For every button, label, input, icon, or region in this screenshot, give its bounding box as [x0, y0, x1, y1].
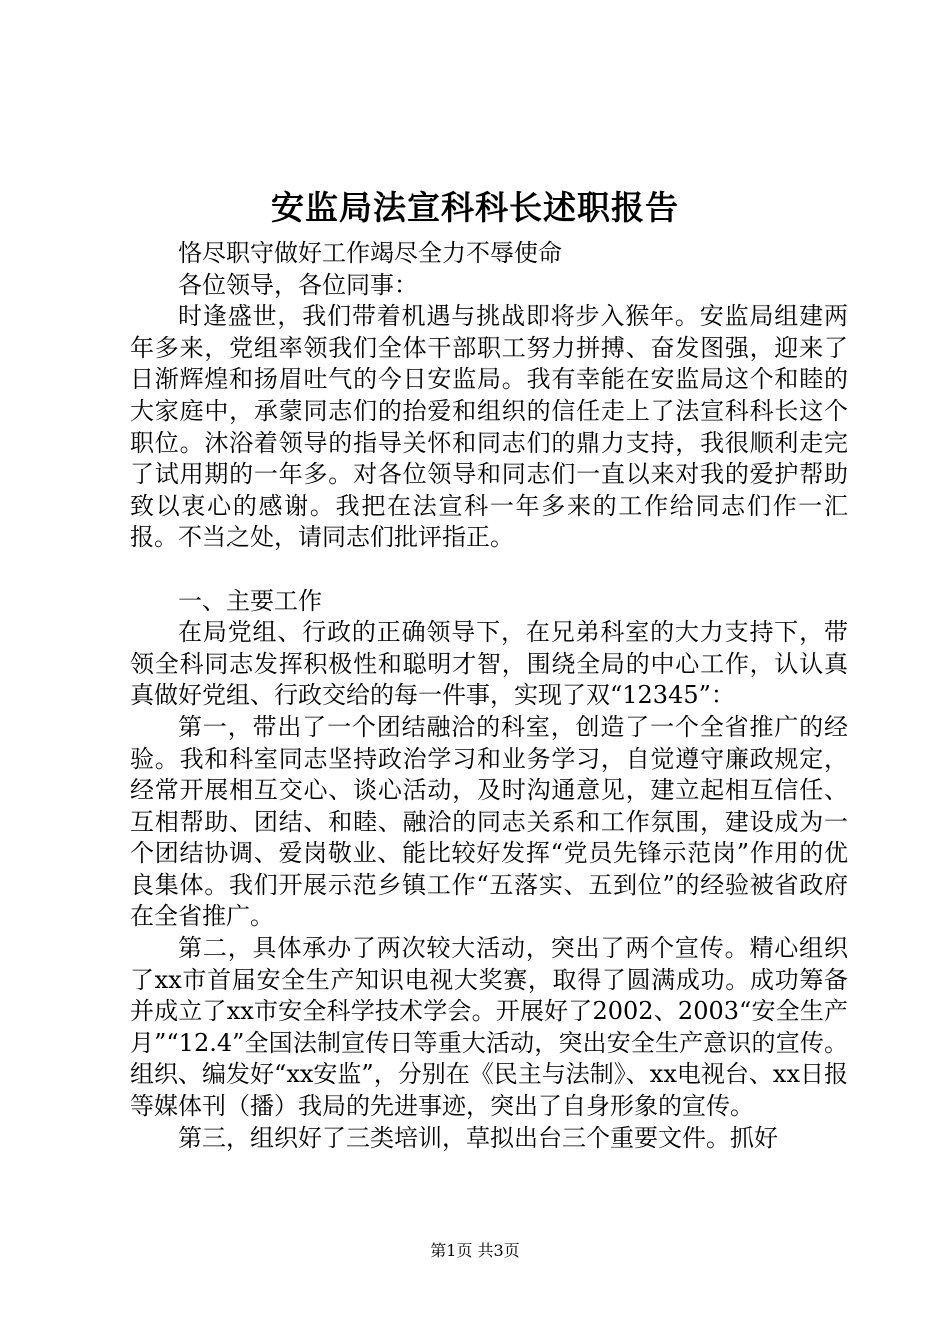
salutation-paragraph: 各位领导，各位同事： [178, 270, 418, 299]
body-paragraph: 第三，组织好了三类培训，草拟出台三个重要文件。抓好 [178, 1123, 778, 1152]
body-paragraph: 第一，带出了一个团结融洽的科室，创造了一个全省推广的经验。我和科室同志坚持政治学习和业务学习，自觉遵守廉政规定，经常开展相互交心、谈心活动，及时沟通意见，建立起相互信任、互相帮助、团结、和睦、融洽的同志关系和工作氛围，建设成为一个团结协调、爱岗敬业、能比较好发挥“党员先锋示范岗”作用的优良集体。我们开展示范乡镇工作“五落实、五到位”的经验被省政府在全省推广。 [130, 712, 848, 931]
page-number-footer: 第1页 共3页 [430, 1241, 520, 1260]
document-title: 安监局法宣科科长述职报告 [271, 188, 679, 227]
subtitle-paragraph: 恪尽职守做好工作竭尽全力不辱使命 [178, 239, 562, 267]
body-paragraph: 第二，具体承办了两次较大活动，突出了两个宣传。精心组织了xx市首届安全生产知识电视大奖赛，取得了圆满成功。成功筹备并成立了xx市安全科学技术学会。开展好了2002、2003“安全生产月”“12.4”全国法制宣传日等重大活动，突出安全生产意识的宣传。组织、编发好“xx安监”，分别在《民主与法制》、xx电视台、xx日报等媒体刊（播）我局的先进事迹，突出了自身形象的宣传。 [130, 934, 848, 1121]
section-heading: 一、主要工作 [178, 586, 322, 615]
intro-paragraph: 时逢盛世，我们带着机遇与挑战即将步入猴年。安监局组建两年多来，党组率领我们全体干部职工努力拼搏、奋发图强，迎来了日渐辉煌和扬眉吐气的今日安监局。我有幸能在安监局这个和睦的大家庭中，承蒙同志们的抬爱和组织的信任走上了法宣科科长这个职位。沐浴着领导的指导关怀和同志们的鼎力支持，我很顺利走完了试用期的一年多。对各位领导和同志们一直以来对我的爱护帮助致以衷心的感谢。我把在法宣科一年多来的工作给同志们作一汇报。不当之处，请同志们批评指正。 [130, 302, 848, 552]
paragraph-spacer [130, 554, 848, 586]
body-paragraph: 在局党组、行政的正确领导下，在兄弟科室的大力支持下，带领全科同志发挥积极性和聪明才智，围绕全局的中心工作，认认真真做好党组、行政交给的每一件事，实现了双“12345”： [130, 618, 848, 710]
document-body [130, 238, 848, 1154]
